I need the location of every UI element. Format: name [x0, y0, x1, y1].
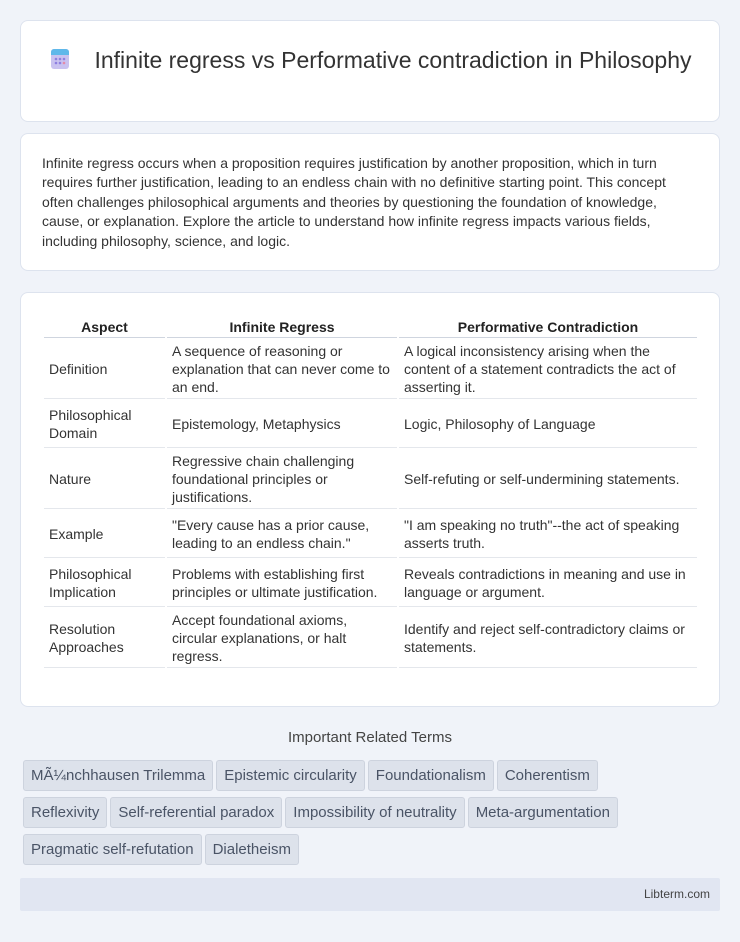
table-row [44, 609, 697, 668]
row-infinite-regress: A sequence of reasoning or explanation that can never come to an end. [167, 340, 397, 399]
row-performative-contradiction: A logical inconsistency arising when the content of a statement contradicts the act of asserting it. [399, 340, 697, 399]
related-terms-heading: Important Related Terms [288, 729, 452, 746]
row-infinite-regress: Accept foundational axioms, circular explanations, or halt regress. [167, 609, 397, 668]
related-term-tag[interactable]: Reflexivity [23, 797, 107, 828]
row-performative-contradiction: Logic, Philosophy of Language [399, 401, 697, 448]
related-term-tag[interactable]: Foundationalism [368, 760, 494, 791]
document-list-icon [48, 47, 72, 71]
row-performative-contradiction: Self-refuting or self-undermining statements. [399, 450, 697, 509]
header-aspect: Aspect [44, 318, 165, 338]
row-infinite-regress: Problems with establishing first principles or ultimate justification. [167, 560, 397, 607]
comparison-table [42, 316, 699, 670]
header-infinite-regress: Infinite Regress [167, 318, 397, 338]
table-row [44, 560, 697, 607]
table-row [44, 511, 697, 558]
table-row [44, 340, 697, 399]
intro-paragraph: Infinite regress occurs when a proposition requires justification by another proposition, which in turn requires further justification, leading to an endless chain with no definitive starting point. This concept often challenges philosophical arguments and theories by questioning the foundation of knowledge, cause, or explanation. Explore the article to understand how infinite regress impacts various fields, including philosophy, science, and logic. [42, 155, 666, 249]
row-aspect: Philosophical Implication [44, 560, 165, 607]
related-term-tag[interactable]: Epistemic circularity [216, 760, 365, 791]
related-term-tag[interactable]: Pragmatic self-refutation [23, 834, 202, 865]
related-term-tag[interactable]: Dialetheism [205, 834, 299, 865]
row-aspect: Example [44, 511, 165, 558]
table-header-row [44, 318, 697, 338]
footer-brand[interactable]: Libterm.com [643, 887, 710, 901]
row-performative-contradiction: Identify and reject self-contradictory claims or statements. [399, 609, 697, 668]
row-performative-contradiction: "I am speaking no truth"--the act of speaking asserts truth. [399, 511, 697, 558]
table-row [44, 450, 697, 509]
related-term-tag[interactable]: Self-referential paradox [110, 797, 282, 828]
page-title-text: Infinite regress vs Performative contradiction in Philosophy [94, 47, 692, 73]
footer-bar [20, 878, 720, 911]
table-row [44, 401, 697, 448]
row-aspect: Definition [44, 340, 165, 399]
header-performative-contradiction: Performative Contradiction [399, 318, 697, 338]
row-aspect: Nature [44, 450, 165, 509]
page-title [21, 45, 719, 75]
row-infinite-regress: Regressive chain challenging foundational principles or justifications. [167, 450, 397, 509]
related-term-tag[interactable]: MÃ¼nchhausen Trilemma [23, 760, 213, 791]
comparison-card [20, 292, 720, 707]
related-term-tag[interactable]: Meta-argumentation [468, 797, 618, 828]
row-performative-contradiction: Reveals contradictions in meaning and use in language or argument. [399, 560, 697, 607]
title-card [20, 20, 720, 122]
row-aspect: Philosophical Domain [44, 401, 165, 448]
row-infinite-regress: "Every cause has a prior cause, leading to an endless chain." [167, 511, 397, 558]
row-infinite-regress: Epistemology, Metaphysics [167, 401, 397, 448]
related-terms-list [23, 760, 703, 871]
intro-card [20, 133, 720, 271]
related-term-tag[interactable]: Impossibility of neutrality [285, 797, 464, 828]
related-term-tag[interactable]: Coherentism [497, 760, 598, 791]
row-aspect: Resolution Approaches [44, 609, 165, 668]
